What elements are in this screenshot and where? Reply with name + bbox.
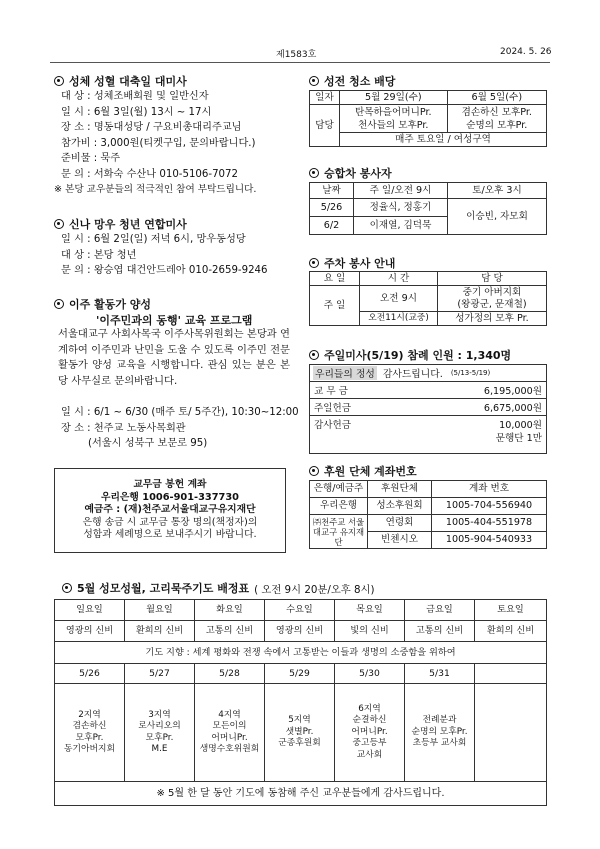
circle-bullet-icon xyxy=(309,76,319,86)
rosary-group-line: 2지역 xyxy=(78,709,101,720)
rosary-group-line: 로사리오의 xyxy=(138,721,181,731)
rosary-group-line: 초등부 교사회 xyxy=(412,738,467,749)
support-account: 1005-404-551978 xyxy=(432,515,547,532)
rosary-group-line: 군종후원회 xyxy=(278,738,321,749)
youth-mass-line: 대 상 : 본당 청년 xyxy=(61,249,137,261)
rosary-day: 월요일 xyxy=(125,600,195,621)
rosary-day: 수요일 xyxy=(265,600,335,621)
conference-lines xyxy=(54,89,256,198)
rosary-intention: 기도 지향 : 세계 평화와 전쟁 속에서 고통받는 이들과 생명의 소중함을 위하여 xyxy=(55,642,547,664)
migrant-line: (서울시 성북구 보문로 95) xyxy=(88,438,208,449)
rosary-group-empty xyxy=(475,684,547,782)
migrant-paragraph: 서울대교구 사회사목국 이주사목위원회는 본당과 연계하여 이주민과 난민을 도울 수 있도록 이주민 전문 활동가 양성 교육을 시행합니다. 관심 있는 분은 본당 사무실로 문의바랍니다. xyxy=(58,328,290,387)
rosary-mystery: 빛의 신비 xyxy=(335,621,405,642)
offering-row: 감사헌금 10,000원 문행단 1만 xyxy=(314,420,542,444)
rosary-group-line: 샛별Pr. xyxy=(285,726,314,737)
parking-group: (왕광군, 문재철) xyxy=(457,298,527,310)
rosary-date: 5/28 xyxy=(195,664,265,684)
van-title: 승합차 봉사자 xyxy=(309,165,392,181)
rosary-day: 토요일 xyxy=(475,600,547,621)
rosary-group-line: 생명수호위원회 xyxy=(199,744,260,754)
offering-thanks: 감사드립니다. xyxy=(382,369,443,380)
van-names: 이재열, 김덕묵 xyxy=(354,217,448,235)
rosary-mystery: 환희의 신비 xyxy=(125,621,195,642)
cleaning-cell: 탄목하을어머니Pr. xyxy=(354,106,432,118)
van-header: 토/오후 3시 xyxy=(448,183,547,199)
van-header: 주 일/오전 9시 xyxy=(354,183,448,199)
rosary-group-line: 어머니Pr. xyxy=(211,732,248,743)
circle-bullet-icon xyxy=(309,350,319,360)
rosary-group-line: 순명의 모후Pr. xyxy=(411,726,468,737)
conference-note: ※ 본당 교우분들의 적극적인 참여 부탁드립니다. xyxy=(54,184,257,195)
rosary-group-line: 순결하신 xyxy=(352,715,387,726)
rosary-group-line: 어머니Pr. xyxy=(351,726,388,737)
youth-mass-line: 문 의 : 왕승엽 대건안드레아 010-2659-9246 xyxy=(61,265,268,276)
migrant-title: 이주 활동가 양성 xyxy=(54,296,151,312)
support-holder: ㈜천주교 서울대교구 유지재단 xyxy=(310,515,368,549)
rosary-day: 목요일 xyxy=(335,600,405,621)
support-account: 1005-904-540933 xyxy=(432,532,547,549)
van-header: 날짜 xyxy=(310,183,354,199)
issue-date: 2024. 5. 26 xyxy=(500,47,552,57)
offering-title: 주일미사(5/19) 참례 인원 : 1,340명 xyxy=(309,347,511,363)
parking-group: 중기 아버지회 xyxy=(462,286,522,298)
parking-time: 오전11시(교중) xyxy=(360,312,438,326)
cleaning-header: 6월 5일(수) xyxy=(447,91,546,105)
migrant-line: 장 소 : 천주교 노동사목회관 xyxy=(61,422,186,434)
rosary-date xyxy=(475,664,547,684)
rosary-time: ( 오전 9시 20분/오후 8시) xyxy=(254,583,375,596)
rosary-mystery: 환희의 신비 xyxy=(475,621,547,642)
offering-row: 교 무 금 6,195,000원 xyxy=(310,382,546,399)
conference-line: 참가비 : 3,000원(티켓구입, 문의바랍니다.) xyxy=(61,137,256,149)
rosary-mystery: 영광의 신비 xyxy=(55,621,125,642)
cleaning-weekly: 매주 토요일 / 여성구역 xyxy=(340,133,547,147)
parking-header: 시 간 xyxy=(360,272,438,286)
circle-bullet-icon xyxy=(54,76,64,86)
header-divider xyxy=(50,62,550,63)
rosary-table xyxy=(54,599,547,806)
circle-bullet-icon xyxy=(309,168,319,178)
offering-box xyxy=(309,364,547,454)
migrant-lines xyxy=(61,405,299,452)
circle-bullet-icon xyxy=(309,466,319,476)
offering-row: 주일헌금 6,675,000원 xyxy=(310,399,546,416)
support-header: 계좌 번호 xyxy=(432,481,547,498)
conference-line: 대 상 : 성체조배회원 및 일반신자 xyxy=(61,91,209,102)
cleaning-table xyxy=(309,90,547,147)
van-date: 6/2 xyxy=(310,217,354,235)
rosary-date: 5/26 xyxy=(55,664,125,684)
circle-bullet-icon xyxy=(54,219,64,229)
cleaning-header: 일자 xyxy=(310,91,340,105)
support-header: 후원단체 xyxy=(368,481,432,498)
cleaning-cell: 겸손하신 모후Pr. xyxy=(461,106,532,118)
rosary-footer: ※ 5월 한 달 동안 기도에 동참해 주신 교우분들에게 감사드립니다. xyxy=(55,782,547,806)
rosary-group-line: 모후Pr. xyxy=(75,732,104,743)
issue-number: 제1583호 xyxy=(276,50,317,60)
rosary-group-line: 중고등부 xyxy=(352,738,387,749)
support-org: 빈첸시오 xyxy=(368,532,432,549)
youth-mass-title: 신나 망우 청년 연합미사 xyxy=(54,216,187,232)
parking-time: 오전 9시 xyxy=(360,286,438,312)
rosary-group-line: M.E xyxy=(151,744,168,754)
cleaning-header: 5월 29일(수) xyxy=(340,91,448,105)
cleaning-title: 성전 청소 배당 xyxy=(309,73,395,89)
offering-highlight: 우리들의 정성 xyxy=(313,366,377,380)
conference-line: 장 소 : 명동대성당 / 구요비총대리주교님 xyxy=(61,122,242,133)
parking-header: 담 당 xyxy=(438,272,547,286)
support-account: 1005-704-556940 xyxy=(432,498,547,515)
rosary-date: 5/27 xyxy=(125,664,195,684)
donation-note: 성함과 세례명으로 보내주시기 바랍니다. xyxy=(83,529,257,540)
rosary-group-line: 전례분과 xyxy=(422,715,457,726)
rosary-group-line: 동기아버지회 xyxy=(64,744,115,754)
support-table xyxy=(309,480,547,549)
youth-mass-line: 일 시 : 6월 2일(일) 저녁 6시, 망우동성당 xyxy=(61,234,246,245)
rosary-group-line: 5지역 xyxy=(288,715,311,726)
cleaning-row-label: 담당 xyxy=(310,105,340,147)
donation-title: 교무금 봉헌 계좌 xyxy=(133,479,207,490)
donation-note: 은행 송금 시 교무금 통장 명의(책정자)의 xyxy=(82,516,258,528)
support-org: 성소후원회 xyxy=(368,498,432,515)
rosary-group-line: 3지역 xyxy=(148,709,171,720)
parking-group: 성가정의 모후 Pr. xyxy=(438,312,547,326)
rosary-day: 화요일 xyxy=(195,600,265,621)
rosary-group-line: 모후Pr. xyxy=(145,732,174,743)
van-saturday: 이승빈, 자모회 xyxy=(448,199,547,235)
donation-bank: 우리은행 1006-901-337730 xyxy=(100,491,239,503)
parking-day: 주 일 xyxy=(310,286,360,326)
offering-extra: 문행단 1만 xyxy=(495,433,542,444)
circle-bullet-icon xyxy=(309,258,319,268)
youth-mass-lines xyxy=(61,232,268,279)
circle-bullet-icon xyxy=(62,583,72,593)
circle-bullet-icon xyxy=(54,299,64,309)
van-table xyxy=(309,182,547,235)
rosary-title: 5월 성모성월, 고리묵주기도 배정표 ( 오전 9시 20분/오후 8시) xyxy=(62,580,375,596)
conference-line: 일 시 : 6월 3일(월) 13시 ~ 17시 xyxy=(61,106,212,118)
rosary-group-line: 모든이의 xyxy=(212,721,247,731)
rosary-day: 금요일 xyxy=(405,600,475,621)
migrant-subtitle: '이주민과의 동행' 교육 프로그램 xyxy=(96,314,253,327)
donation-holder: 예금주 : (재)천주교서울대교구유지재단 xyxy=(84,504,256,515)
rosary-group-line: 4지역 xyxy=(218,709,241,720)
rosary-mystery: 고통의 신비 xyxy=(405,621,475,642)
conference-title: 성체 성혈 대축일 대미사 xyxy=(54,73,187,89)
rosary-mystery: 고통의 신비 xyxy=(195,621,265,642)
rosary-day: 일요일 xyxy=(55,600,125,621)
support-header: 은행/예금주 xyxy=(310,481,368,498)
rosary-group-line: 겸손하신 xyxy=(72,721,107,731)
cleaning-cell: 순명의 모후Pr. xyxy=(466,119,528,131)
donation-notice-box xyxy=(54,468,286,553)
support-bank: 우리은행 xyxy=(310,498,368,515)
rosary-group-line: 교사회 xyxy=(356,749,383,760)
conference-line: 준비물 : 묵주 xyxy=(61,153,121,164)
parking-table xyxy=(309,271,547,326)
rosary-group-line: 6지역 xyxy=(358,703,381,714)
rosary-date: 5/30 xyxy=(335,664,405,684)
parking-title: 주차 봉사 안내 xyxy=(309,255,395,271)
van-names: 정율식, 정홍기 xyxy=(354,199,448,217)
rosary-date: 5/31 xyxy=(405,664,475,684)
rosary-date: 5/29 xyxy=(265,664,335,684)
support-org: 연령회 xyxy=(368,515,432,532)
van-date: 5/26 xyxy=(310,199,354,217)
support-title: 후원 단체 계좌번호 xyxy=(309,463,417,479)
parking-header: 요 일 xyxy=(310,272,360,286)
rosary-mystery: 영광의 신비 xyxy=(265,621,335,642)
conference-line: 문 의 : 서화숙 수산나 010-5106-7072 xyxy=(61,168,239,180)
offering-period: (5/13-5/19) xyxy=(450,369,491,377)
cleaning-cell: 천사들의 모후Pr. xyxy=(358,119,429,131)
migrant-line: 일 시 : 6/1 ~ 6/30 (매주 토/ 5주간), 10:30~12:00 xyxy=(61,407,299,418)
